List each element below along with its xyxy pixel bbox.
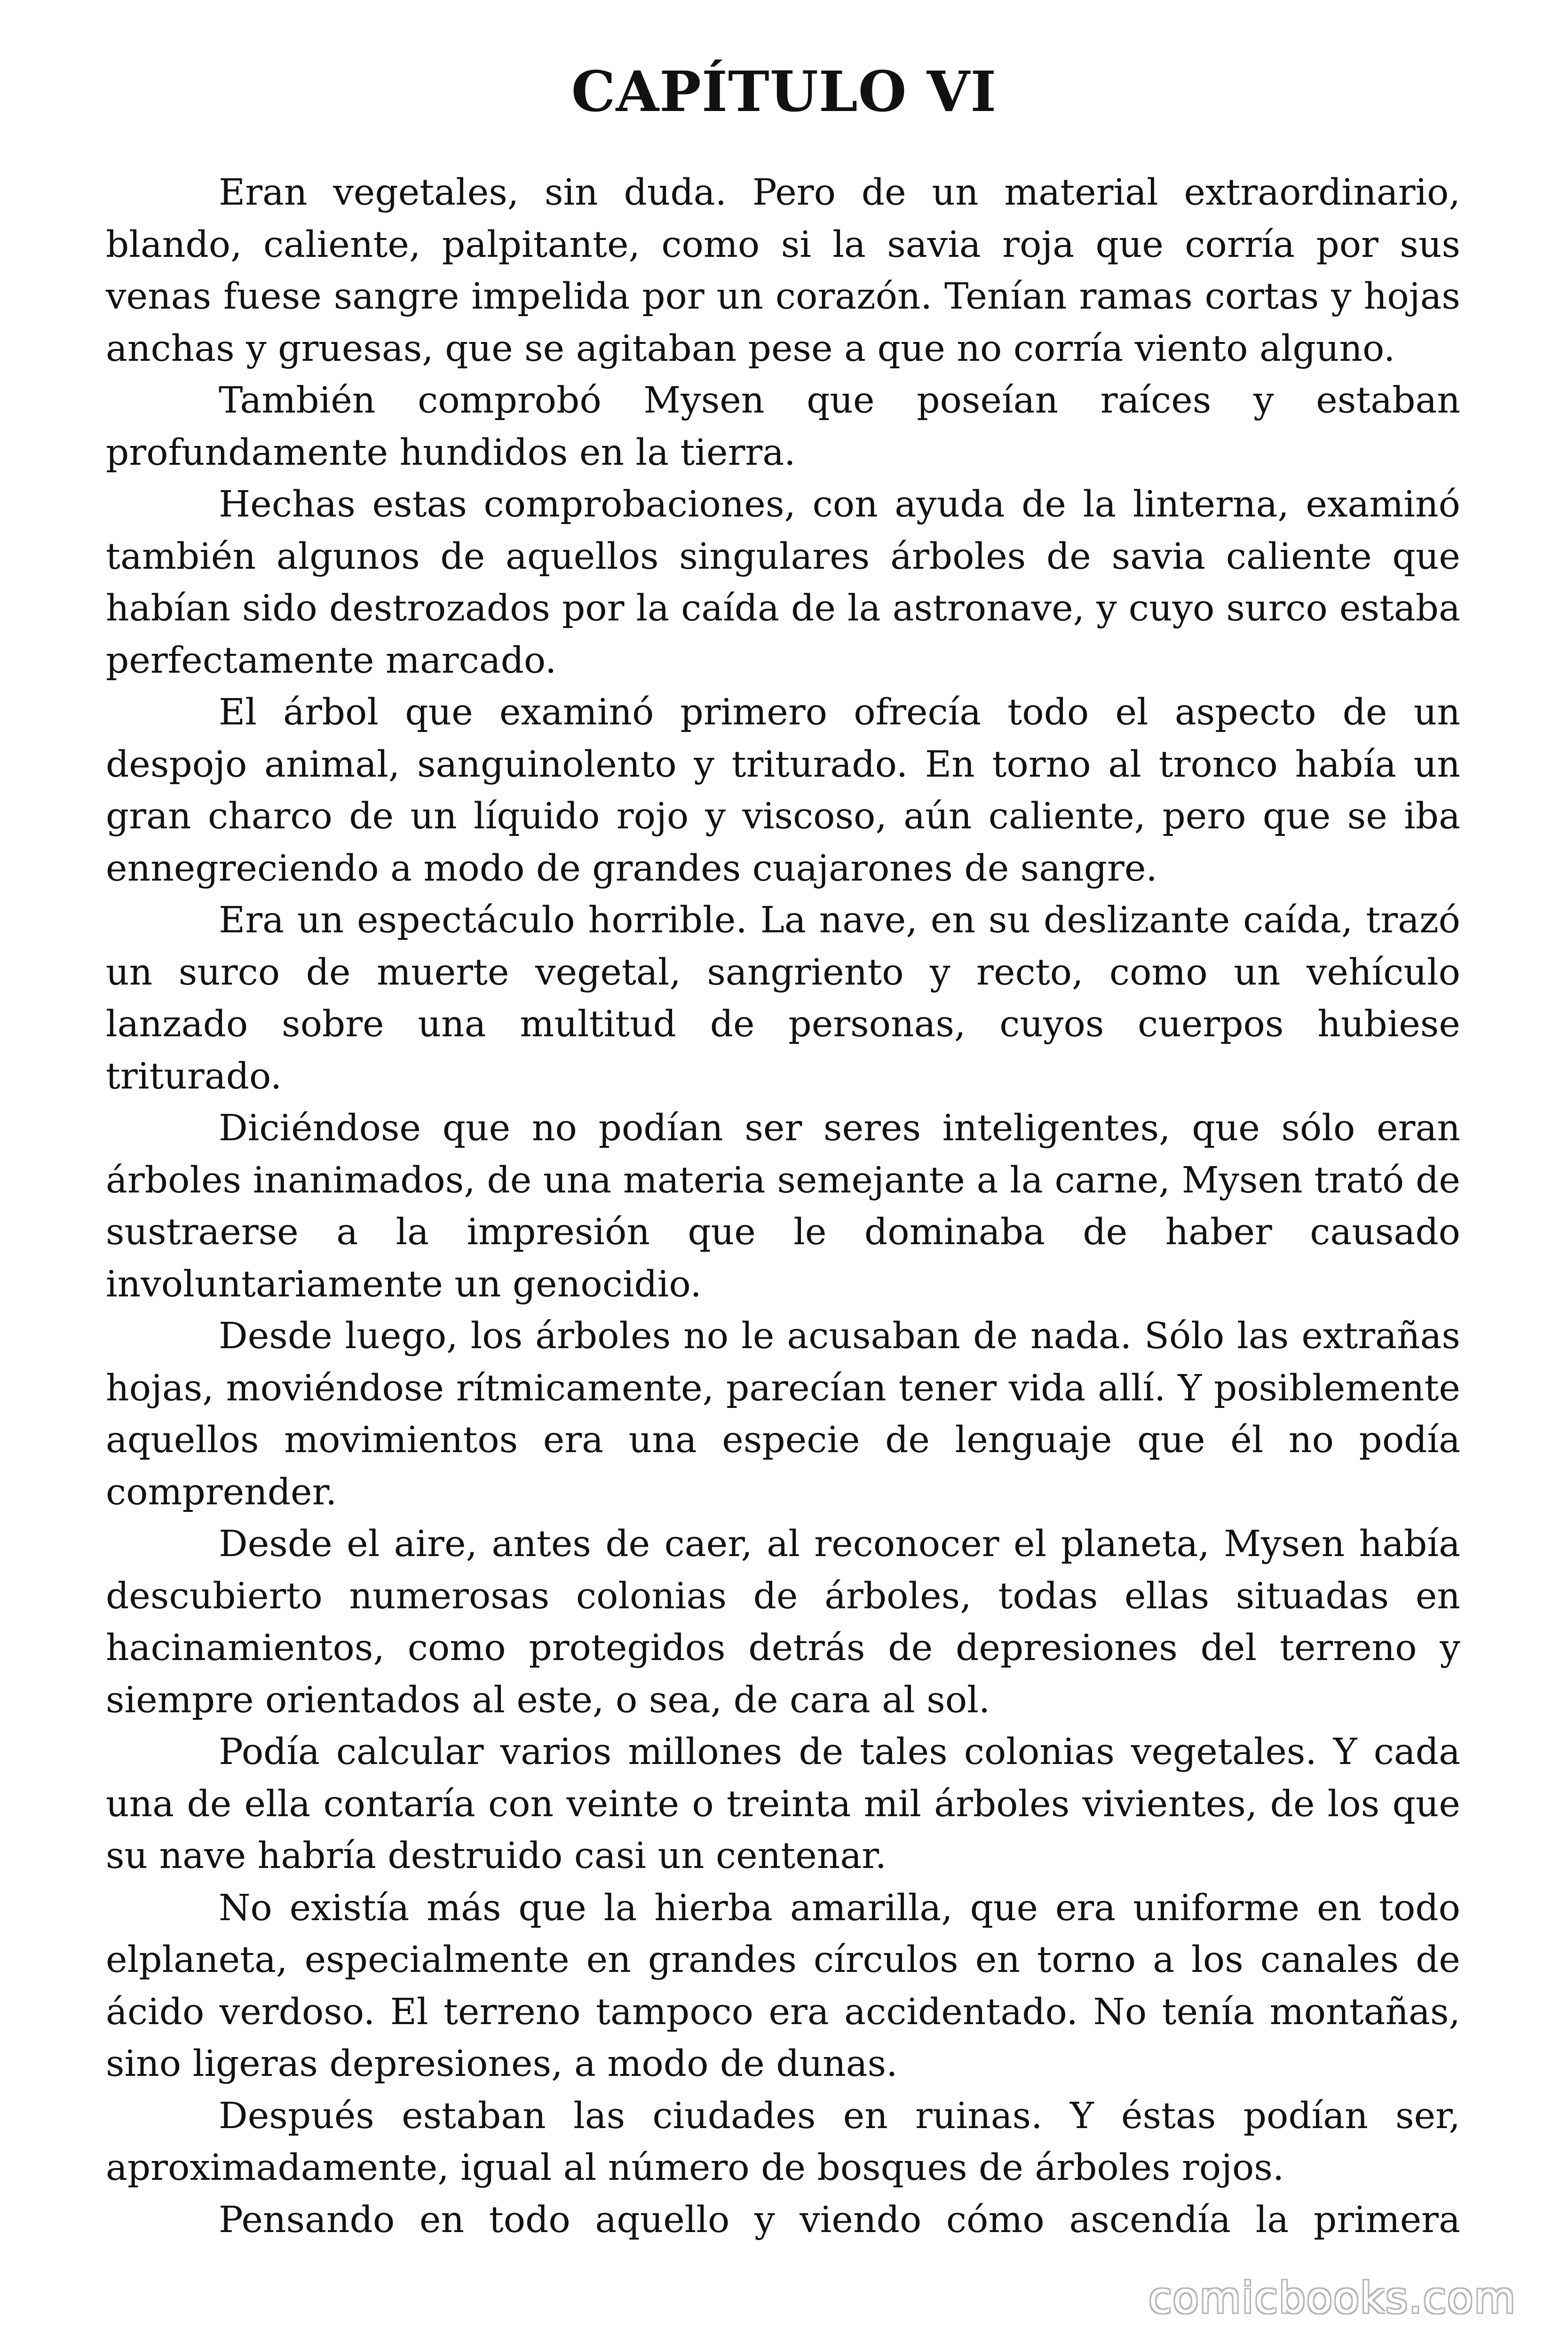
- paragraph: También comprobó Mysen que poseían raíces y estaban profundamente hundidos en la tierra.: [106, 380, 1460, 474]
- paragraph: Hechas estas comprobaciones, con ayuda de la linterna, examinó también algunos de aquellos singulares árboles de savia caliente que habían sido destrozados por la caída de la astronave, y cuyo surco estaba perfectamente marcado.: [106, 484, 1460, 682]
- chapter-body: [106, 167, 1460, 2246]
- watermark: comicbooks.com: [1148, 2273, 1516, 2323]
- paragraph: No existía más que la hierba amarilla, que era uniforme en todo elplaneta, especialmente en grandes círculos en torno a los canales de ácido verdoso. El terreno tampoco era accidentado. No tenía montañas, sino ligeras depresiones, a modo de dunas.: [106, 1887, 1460, 2085]
- paragraph: Era un espectáculo horrible. La nave, en su deslizante caída, trazó un surco de muerte vegetal, sangriento y recto, como un vehículo lanzado sobre una multitud de personas, cuyos cuerpos hubiese triturado.: [106, 899, 1460, 1097]
- paragraph: Pensando en todo aquello y viendo cómo ascendía la primera: [219, 2199, 1460, 2241]
- paragraph: Podía calcular varios millones de tales colonias vegetales. Y cada una de ella contaría con veinte o treinta mil árboles vivientes, de los que su nave habría destruido casi un centenar.: [106, 1731, 1460, 1877]
- paragraph: Diciéndose que no podían ser seres inteligentes, que sólo eran árboles inanimados, de una materia semejante a la carne, Mysen trató de sustraerse a la impresión que le dominaba de haber causado involuntariamente un genocidio.: [106, 1107, 1460, 1305]
- paragraph: Desde luego, los árboles no le acusaban de nada. Sólo las extrañas hojas, moviéndose rítmicamente, parecían tener vida allí. Y posiblemente aquellos movimientos era una especie de lenguaje que él no podía comprender.: [106, 1315, 1460, 1513]
- paragraph: Desde el aire, antes de caer, al reconocer el planeta, Mysen había descubierto numerosas colonias de árboles, todas ellas situadas en hacinamientos, como protegidos detrás de depresiones del terreno y siempre orientados al este, o sea, de cara al sol.: [106, 1523, 1460, 1721]
- paragraph: Después estaban las ciudades en ruinas. Y éstas podían ser, aproximadamente, igual al número de bosques de árboles rojos.: [106, 2095, 1460, 2189]
- paragraph: El árbol que examinó primero ofrecía todo el aspecto de un despojo animal, sanguinolento y triturado. En torno al tronco había un gran charco de un líquido rojo y viscoso, aún caliente, pero que se iba ennegreciendo a modo de grandes cuajarones de sangre.: [106, 691, 1460, 890]
- paragraph: Eran vegetales, sin duda. Pero de un material extraordinario, blando, caliente, palpitante, como si la savia roja que corría por sus venas fuese sangre impelida por un corazón. Tenían ramas cortas y hojas anchas y gruesas, que se agitaban pese a que no corría viento alguno.: [106, 172, 1460, 370]
- chapter-title: CAPÍTULO VI: [571, 59, 997, 124]
